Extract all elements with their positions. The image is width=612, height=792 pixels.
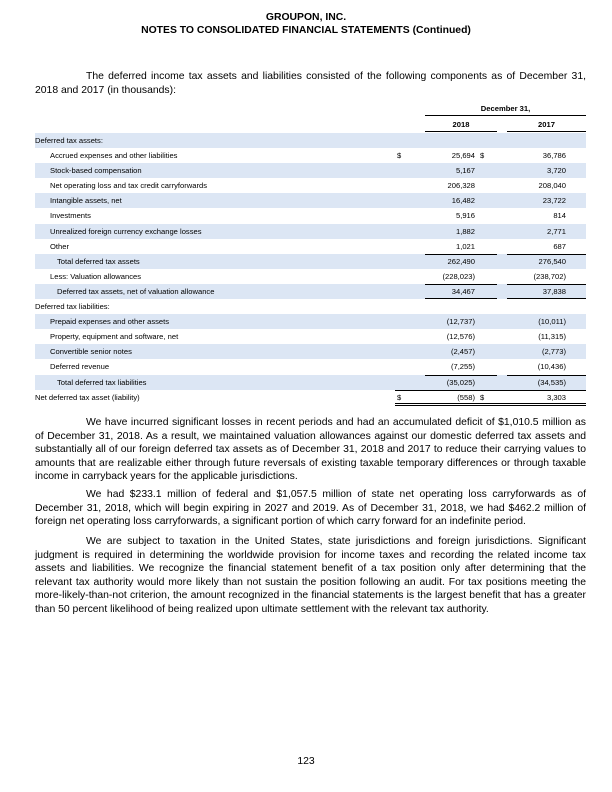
value-2017: 23,722 [542, 196, 566, 206]
column-rule-2018 [425, 131, 497, 132]
row-label: Intangible assets, net [50, 196, 122, 206]
subtotal-rule [507, 284, 586, 285]
taxation-paragraph: We are subject to taxation in the United States, state jurisdictions and foreign jurisdictions. Significant judgment is required in determining the worldwide provision for income taxes and recording the related income tax assets and liabilities. We recognize the financial statement benefit of a tax position only after determining that the relevant tax authority would more likely than not sustain the position following an audit. For tax positions meeting the more-likely-than-not criterion, the amount recognized in the financial statements is the largest benefit that has a greater than 50 percent likelihood of being realized upon ultimate settlement with the relevant tax authority. [35, 536, 586, 615]
value-2018: (7,255) [450, 362, 475, 372]
carryforwards-paragraph: We had $233.1 million of federal and $1,057.5 million of state net operating loss carryforwards as of December 31, 2018, which will begin expiring in 2027 and 2019. As of December 31, 2018, we had $462.2 million of foreign net operating loss carryforwards, a significant portion of which carry forward for an indefinite period. [35, 489, 586, 528]
period-header-rule [425, 115, 586, 116]
section-title: NOTES TO CONSOLIDATED FINANCIAL STATEMENTS (Continued) [141, 25, 471, 36]
deferred-revenue-row [35, 359, 586, 374]
other-row [35, 239, 586, 254]
value-2018: 1,021 [455, 241, 475, 251]
dollar-sign: $ [397, 151, 402, 161]
value-2018: 206,328 [447, 181, 475, 191]
value-2017: 276,540 [538, 256, 566, 266]
row-label: Deferred tax assets, net of valuation allowance [57, 286, 215, 296]
column-header-2017: 2017 [538, 120, 555, 129]
fx-losses-row [35, 224, 586, 239]
prepaid-expenses-row [35, 314, 586, 329]
liabilities-section-label [35, 299, 586, 314]
dollar-sign: $ [480, 392, 485, 402]
value-2017: (11,315) [538, 332, 566, 342]
row-label: Deferred revenue [50, 362, 110, 372]
row-label: Unrealized foreign currency exchange losses [50, 226, 202, 236]
row-label: Stock-based compensation [50, 166, 142, 176]
column-rule-2017 [507, 131, 586, 132]
assets-section-label [35, 133, 586, 148]
value-2018: 5,167 [455, 166, 475, 176]
column-header-2018: 2018 [452, 120, 470, 129]
table-body [35, 133, 586, 405]
row-label: Deferred tax liabilities: [35, 302, 110, 312]
dollar-sign: $ [397, 392, 402, 402]
value-2018: 25,694 [451, 151, 475, 161]
row-label: Other [50, 241, 69, 251]
property-equipment-row [35, 329, 586, 344]
value-2017: (2,773) [541, 347, 566, 357]
total-assets-row [35, 254, 586, 269]
net-assets-row [35, 284, 586, 299]
value-2018: 16,482 [451, 196, 475, 206]
value-2018: (228,023) [442, 271, 475, 281]
subtotal-rule [507, 254, 586, 255]
value-2017: 3,303 [546, 392, 566, 402]
value-2018: (12,737) [446, 317, 475, 327]
value-2017: 208,040 [538, 181, 566, 191]
row-label: Less: Valuation allowances [50, 271, 142, 281]
row-label: Accrued expenses and other liabilities [50, 151, 178, 161]
intro-paragraph: The deferred income tax assets and liabilities consisted of the following components as of December 31, 2018 and 2017 (in thousands): [35, 71, 586, 96]
investments-row [35, 208, 586, 223]
subtotal-rule [425, 284, 497, 285]
subtotal-rule [425, 375, 497, 376]
value-2018: 5,916 [455, 211, 475, 221]
row-label: Deferred tax assets: [35, 136, 103, 145]
stock-comp-row [35, 163, 586, 178]
value-2017: (10,436) [537, 362, 566, 372]
company-name: GROUPON, INC. [265, 12, 347, 23]
net-deferred-row [35, 390, 586, 405]
page-number: 123 [297, 756, 315, 767]
row-label: Prepaid expenses and other assets [50, 317, 170, 327]
accrued-expenses-row [35, 148, 586, 163]
subtotal-rule [507, 375, 586, 376]
losses-paragraph: We have incurred significant losses in recent periods and had an accumulated deficit of $1,010.5 million as of December 31, 2018. As a result, we maintained valuation allowances against our domestic deferred tax assets and substantially all of our foreign deferred tax assets as of December 31, 2018 and 2017 to reduce their carrying values to amounts that are realizable either through future reversals of existing taxable temporary differences or through taxable income in carryback years for the applicable jurisdictions. [35, 417, 586, 483]
period-header: December 31, [480, 104, 531, 113]
value-2017: (10,011) [538, 317, 566, 327]
grand-total-top-rule [478, 390, 586, 391]
subtotal-rule [425, 254, 497, 255]
value-2017: 3,720 [546, 166, 566, 176]
convertible-notes-row [35, 344, 586, 359]
row-label: Total deferred tax assets [57, 256, 140, 266]
value-2018: 262,490 [447, 256, 475, 266]
value-2018: (35,025) [446, 377, 475, 387]
row-label: Net deferred tax asset (liability) [35, 392, 140, 402]
value-2017: 687 [553, 241, 566, 251]
value-2017: 814 [553, 211, 566, 221]
dollar-sign: $ [480, 151, 485, 161]
row-label: Convertible senior notes [50, 347, 132, 357]
row-label: Net operating loss and tax credit carryforwards [50, 181, 208, 191]
value-2018: (12,576) [446, 332, 475, 342]
grand-total-double-rule [478, 403, 586, 406]
row-label: Total deferred tax liabilities [57, 377, 147, 387]
row-label: Property, equipment and software, net [50, 332, 179, 342]
value-2018: 34,467 [451, 286, 475, 296]
value-2017: (238,702) [533, 271, 566, 281]
value-2018: (558) [457, 392, 475, 402]
value-2017: 37,838 [542, 286, 566, 296]
value-2018: (2,457) [450, 347, 475, 357]
nol-carryforwards-row [35, 178, 586, 193]
valuation-allowance-row [35, 269, 586, 284]
value-2017: (34,535) [537, 377, 566, 387]
value-2018: 1,882 [455, 226, 475, 236]
value-2017: 36,786 [542, 151, 566, 161]
total-liabilities-row [35, 375, 586, 390]
value-2017: 2,771 [546, 226, 566, 236]
row-label: Investments [50, 211, 91, 221]
intangible-assets-row [35, 193, 586, 208]
